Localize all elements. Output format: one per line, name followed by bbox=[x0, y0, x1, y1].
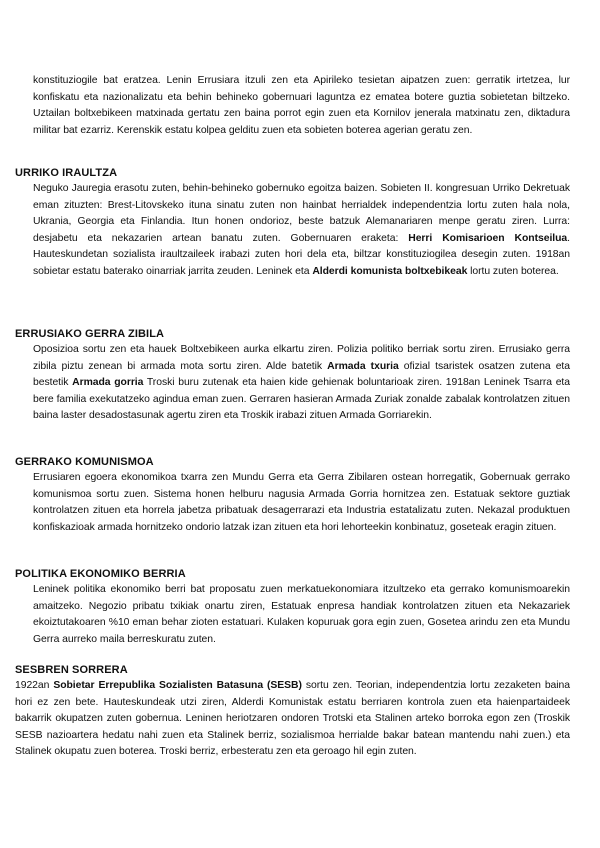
paragraph-gerra-zibila bbox=[33, 342, 570, 425]
paragraph-urriko-iraultza bbox=[33, 181, 570, 280]
heading-politika-ekonomiko-berria: POLITIKA EKONOMIKO BERRIA bbox=[15, 568, 186, 580]
paragraph-gerrako-komunismoa: Errusiaren egoera ekonomikoa txarra zen Mundu Gerra eta Gerra Zibilaren ostean horregatik, Gobernuak gerrako komunismoa sortu zuen. Sistema honen helburu nagusia Armada Gorria hornitzea zen. Estatuak sektore guztiak kontrolatzen zituen eta horrela jabetza pribatuak desagerrarazi eta Industria estatalizatu zuten. Nekazal produktuen konfiskazioak armada hornitzeko ondorio latzak izan zituen eta hori lehorteekin konbinatuz, goseteak eragin zituen. bbox=[33, 472, 570, 533]
bold-term: Herri Komisarioen Kontseilua bbox=[408, 232, 568, 244]
heading-gerra-zibila: ERRUSIAKO GERRA ZIBILA bbox=[15, 328, 165, 340]
bold-term: Sobietar Errepublika Sozialisten Batasuna (SESB) bbox=[53, 680, 302, 691]
paragraph-sesbren-sorrera bbox=[15, 678, 570, 761]
heading-sesbren-sorrera: SESBREN SORRERA bbox=[15, 664, 128, 676]
text-run: sortu zen. Teorian, independentzia lortu zezaketen baina hori ez zen bete. Hauteskundeak utzi ziren, Alderdi Komunistak estatu berriaren kontrola zuen eta haienpartaideek bakarrik okupatzen zuten gobernua. Leninen heriotzaren ondoren Trotski eta Stalinen arteko borroka egon zen (Troskik SESB nazioartera hedatu nahi zuen eta Stalinek berriz, sozialismoa herrialde bakar batean mantendu nahi zuen.) eta Stalinek okupatu zuen boterea. Troski berriz, erbesteratu zen eta geroago hil egin zuten. bbox=[15, 680, 571, 757]
text-run: 1922an bbox=[15, 680, 54, 691]
text-run: Oposizioa sortu zen eta hauek Boltxebikeen aurka elkartu ziren. Polizia politiko berriak sortu ziren. Errusiako gerra zibila piztu zenean bi armada mota sortu ziren. Alde batetik bbox=[33, 344, 570, 372]
text-run: ofizial tsaristek osatzen zutena eta bestetik bbox=[33, 360, 570, 388]
text-run: Troski buru zutenak eta haien kide gehienak boluntarioak ziren. 1918an Leninek Tsarra eta bere familia exekutatzeko agindua eman zuen. Gerraren hasieran Armada Zuriak zonalde zabalak kontrolatzen zituen baina laster desadostasunak agertu ziren eta Troskik irabazi zituen Armada Gorriarekin. bbox=[33, 377, 570, 421]
heading-gerrako-komunismoa: GERRAKO KOMUNISMOA bbox=[15, 456, 154, 468]
bold-term: Armada gorria bbox=[72, 377, 144, 388]
bold-term: Alderdi komunista boltxebikeak bbox=[312, 265, 468, 277]
paragraph-politika-ekonomiko-berria: Leninek politika ekonomiko berri bat proposatu zuen merkatuekonomiara itzultzeko eta gerrako komunismoarekin amaitzeko. Negozio pribatu txikiak onartu ziren, Estatuak enpresa handiak kontrolatzen zituen eta Nekazariek ekoiztutakoaren %10 eman behar zioten estatuari. Kulaken kopuruak gora egin zuen, Gosetea arindu zen eta Mundu Gerra aurreko maila berreskuratu zuten. bbox=[33, 584, 570, 645]
text-run: lortu zuten boterea. bbox=[467, 265, 559, 277]
intro-paragraph: konstituziogile bat eratzea. Lenin Errusiara itzuli zen eta Apirileko tesietan aipatzen zuen: gerratik irtetzea, lur konfiskatu eta nazionalizatu eta behin behineko gobernuari laguntza ez ematea botere guztia sobietetan biltzeko. Uztailan boltxebikeen matxinada gertatu zen baina porrot egin zuen eta Kornilov jenerala matxinatu zen, diktadura militar bat ezarriz. Kerenskik estatu kolpea gelditu zuen eta sobieten boterea agerian geratu zen. bbox=[33, 75, 570, 136]
heading-urriko-iraultza: URRIKO IRAULTZA bbox=[15, 167, 118, 179]
bold-term: Armada txuria bbox=[327, 360, 399, 372]
text-run: Neguko Jauregia erasotu zuten, behin-behineko gobernuko egoitza baizen. Sobieten II. kongresuan Urriko Dekretuak eman zituzten: Brest-Litovskeko ituna sinatu zuten non hainbat herrialdek independentzia lortu zuten hala nola, Ukrania, Georgia eta Finlandia. Itun honen ondorioz, beste batzuk Alemanariaren menpe geratu ziren. Lurra: desjabetu eta nekazarien artean banatu zuten. Gobernuaren eraketa: bbox=[33, 183, 570, 244]
text-run: . Hauteskundetan sozialista iraultzaileek irabazi zuten hori dela eta, biltzar konstituziogilea desegin zuten. 1918an sobietar estatu baterako oinarriak jarrita zeuden. Leninek eta bbox=[33, 232, 570, 277]
